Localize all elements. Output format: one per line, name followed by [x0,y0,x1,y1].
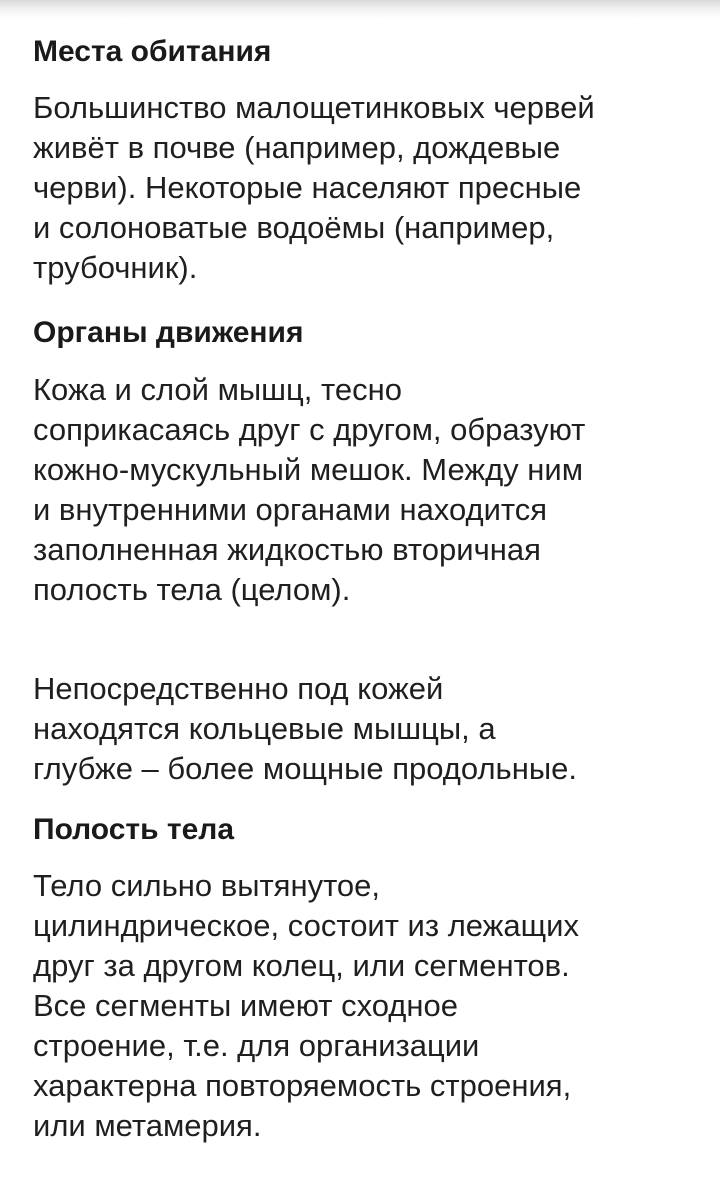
text-line: глубже – более мощные продольные. [33,751,577,786]
text-line: Кожа и слой мышц, тесно [33,372,402,407]
text-line: или метамерия. [33,1108,262,1143]
text-line: Все сегменты имеют сходное [33,988,458,1023]
text-line: кожно-мускульный мешок. Между ним [33,452,584,487]
top-shadow [0,0,720,18]
text-line: цилиндрическое, состоит из лежащих [33,908,579,943]
text-line: и солоноватые водоёмы (например, [33,210,555,245]
paragraph-body-cavity [33,866,698,1146]
text-line: Большинство малощетинковых червей [33,90,595,125]
paragraph-body-wall [33,370,698,610]
text-line: соприкасаясь друг с другом, образуют [33,412,586,447]
section-heading-habitat: Места обитания [33,35,272,68]
text-line: черви). Некоторые населяют пресные [33,170,582,205]
section-heading-movement: Органы движения [33,316,304,349]
text-line: трубочник). [33,250,198,285]
section-heading-body-cavity: Полость тела [33,813,235,846]
text-line: живёт в почве (например, дождевые [33,130,561,165]
paragraph-habitat [33,88,698,288]
article-body [33,30,698,1146]
text-line: Непосредственно под кожей [33,671,444,706]
text-line: и внутренними органами находится [33,492,548,527]
text-line: Тело сильно вытянутое, [33,868,381,903]
text-line: строение, т.е. для организации [33,1028,480,1063]
text-line: характерна повторяемость строения, [33,1068,572,1103]
paragraph-muscles [33,669,698,789]
text-line: полость тела (целом). [33,572,351,607]
text-line: заполненная жидкостью вторичная [33,532,541,567]
text-line: находятся кольцевые мышцы, а [33,711,496,746]
text-line: друг за другом колец, или сегментов. [33,948,570,983]
